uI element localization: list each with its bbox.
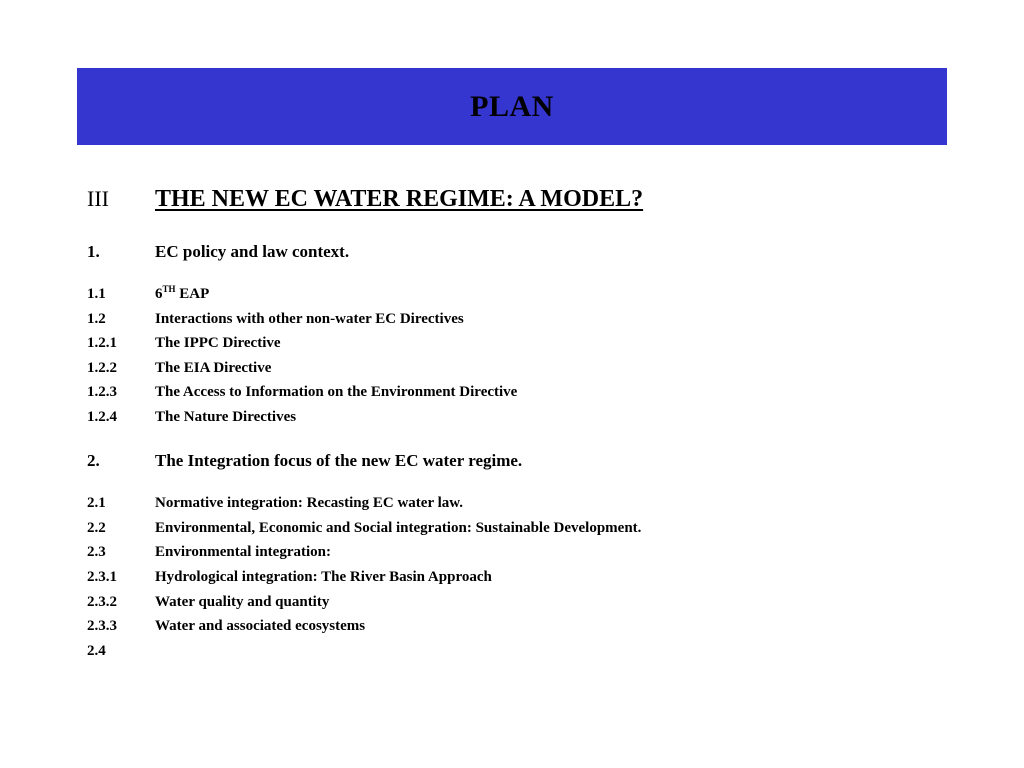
part-1-number: 1.: [87, 242, 100, 261]
outline-item-text: Environmental integration:: [155, 544, 331, 560]
part-2-heading: [87, 451, 522, 471]
outline-item-number: 2.3.3: [87, 618, 117, 634]
outline-item: [87, 360, 271, 377]
outline-item: [87, 569, 492, 586]
outline-item-number: 2.2: [87, 520, 106, 536]
title-banner: [77, 68, 947, 145]
part-1-heading: [87, 242, 349, 262]
outline-item-text: Water quality and quantity: [155, 594, 330, 610]
outline-item-text: The IPPC Directive: [155, 335, 281, 351]
outline-item-text: The Access to Information on the Environment Directive: [155, 384, 518, 400]
outline-item-text: Water and associated ecosystems: [155, 618, 366, 634]
section-number: III: [87, 186, 109, 211]
outline-item-text: Hydrological integration: The River Basin Approach: [155, 569, 492, 585]
outline-item-number: 1.2.4: [87, 409, 117, 425]
outline-item-text: The Nature Directives: [155, 409, 297, 425]
outline-item-number: 1.2.1: [87, 335, 117, 351]
outline-item: [87, 495, 463, 512]
outline-item: [87, 594, 329, 611]
outline-item-number: 1.1: [87, 286, 106, 302]
outline-item-number: 2.3.1: [87, 569, 117, 585]
part-2-number: 2.: [87, 451, 100, 470]
page-title: PLAN: [470, 89, 554, 123]
outline-item-number: 2.4: [87, 643, 106, 659]
outline-item-number: 2.3.2: [87, 594, 117, 610]
section-title: THE NEW EC WATER REGIME: A MODEL?: [155, 186, 644, 212]
outline-item: [87, 409, 296, 426]
outline-item-number: 2.1: [87, 495, 106, 511]
outline-item-text: The EIA Directive: [155, 360, 272, 376]
part-2-title: The Integration focus of the new EC water regime.: [155, 451, 523, 470]
outline-item-number: 1.2.2: [87, 360, 117, 376]
outline-item: [87, 311, 464, 328]
outline-item-text: 6TH EAP: [155, 284, 210, 302]
outline-item-text: Normative integration: Recasting EC water law.: [155, 495, 463, 511]
outline-item: [87, 286, 209, 303]
superscript: TH: [162, 284, 176, 294]
outline-item: [87, 643, 155, 660]
outline-item-text: Environmental, Economic and Social integration: Sustainable Development.: [155, 520, 642, 536]
outline-item-text: Interactions with other non-water EC Directives: [155, 311, 464, 327]
outline-item: [87, 335, 281, 352]
outline-item-number: 1.2: [87, 311, 106, 327]
outline-item-number: 2.3: [87, 544, 106, 560]
outline-item: [87, 384, 517, 401]
outline-item-number: 1.2.3: [87, 384, 117, 400]
part-1-title: EC policy and law context.: [155, 242, 350, 261]
section-heading: [87, 186, 643, 213]
outline-item: [87, 618, 365, 635]
outline-item: [87, 544, 331, 561]
outline-item: [87, 520, 641, 537]
